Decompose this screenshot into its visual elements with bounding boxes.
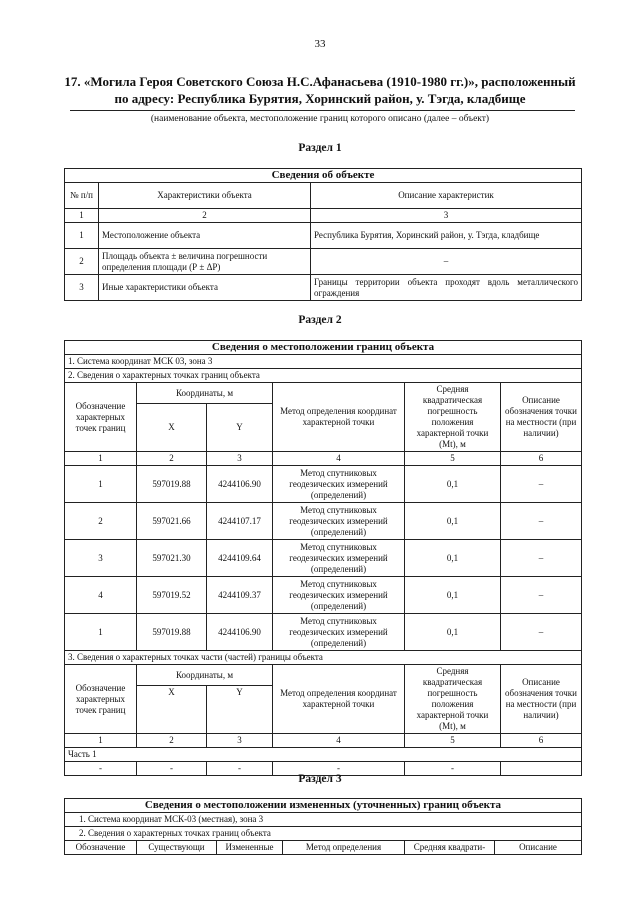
point-description: – [501,614,582,651]
header-x: X [137,686,207,734]
table-title: Сведения об объекте [65,169,582,183]
point-error: 0,1 [405,466,501,503]
point-number: 1 [65,614,137,651]
index-cell: 2 [137,452,207,466]
row-characteristic: Иные характеристики объекта [99,275,311,301]
index-cell: 3 [311,209,582,223]
col-header: Средняя квадрати- [405,841,495,855]
index-cell: 1 [65,734,137,748]
header-description: Описание обозначения точки на местности (при наличии) [501,383,582,452]
title-underline [70,110,575,111]
point-description: – [501,503,582,540]
point-x: 597021.66 [137,503,207,540]
header-y: Y [207,404,273,452]
section-2-heading: Раздел 2 [298,314,342,326]
table-row [65,614,582,651]
point-x: 597019.88 [137,466,207,503]
part-label: Часть 1 [65,748,582,762]
point-description: – [501,577,582,614]
coord-system: 1. Система координат МСК-03 (местная), зона 3 [65,813,582,827]
row-num: 1 [65,223,99,249]
index-cell: 5 [405,734,501,748]
section-3-heading: Раздел 3 [298,773,342,785]
col-header-num: № п/п [65,183,99,209]
table-row [65,275,582,301]
header-x: X [137,404,207,452]
row-num: 2 [65,249,99,275]
page-number: 33 [314,38,326,50]
table-row [65,577,582,614]
points-caption: 2. Сведения о характерных точках границ объекта [65,369,582,383]
table-row [65,223,582,249]
coord-system: 1. Система координат МСК 03, зона 3 [65,355,582,369]
header-description: Описание обозначения точки на местности (при наличии) [501,665,582,734]
index-cell: 4 [273,452,405,466]
point-method: Метод спутниковых геодезических измерений (определений) [273,466,405,503]
title-caption: (наименование объекта, местоположение границ которого описано (далее – объект) [150,114,490,124]
point-x: 597019.88 [137,614,207,651]
document-title: 17. «Могила Героя Советского Союза Н.С.Афанасьева (1910-1980 гг.)», расположенный по адресу: Республика Бурятия, Хоринский район, у. Тэгда, кладбище [64,74,576,106]
col-header-characteristic: Характеристики объекта [99,183,311,209]
header-designation: Обозначение характерных точек границ [65,665,137,734]
row-description: Границы территории объекта проходят вдоль металлического ограждения [311,275,582,301]
index-cell: 6 [501,452,582,466]
header-error: Средняя квадратическая погрешность положения характерной точки (Mt), м [405,383,501,452]
header-coordinates: Координаты, м [137,665,273,686]
part-cell: - [273,762,405,776]
index-cell: 2 [137,734,207,748]
point-y: 4244109.64 [207,540,273,577]
row-characteristic: Площадь объекта ± величина погрешности определения площади (Р ± ΔР) [99,249,311,275]
index-cell: 3 [207,452,273,466]
point-x: 597019.52 [137,577,207,614]
index-cell: 6 [501,734,582,748]
part-cell: - [137,762,207,776]
col-header: Метод определения [283,841,405,855]
index-cell: 4 [273,734,405,748]
point-error: 0,1 [405,614,501,651]
index-cell: 3 [207,734,273,748]
header-coordinates: Координаты, м [137,383,273,404]
row-characteristic: Местоположение объекта [99,223,311,249]
table-row [65,249,582,275]
row-num: 3 [65,275,99,301]
header-designation: Обозначение характерных точек границ [65,383,137,452]
table-row [65,503,582,540]
section-1-heading: Раздел 1 [298,142,342,154]
col-header-description: Описание характеристик [311,183,582,209]
point-number: 2 [65,503,137,540]
point-number: 3 [65,540,137,577]
part-cell: - [65,762,137,776]
parts-caption: 3. Сведения о характерных точках части (частей) границы объекта [65,651,582,665]
point-error: 0,1 [405,577,501,614]
col-header: Существующи [137,841,217,855]
point-y: 4244107.17 [207,503,273,540]
point-number: 4 [65,577,137,614]
table-title: Сведения о местоположении границ объекта [65,341,582,355]
point-method: Метод спутниковых геодезических измерений (определений) [273,577,405,614]
table-row [65,540,582,577]
col-header: Измененные [217,841,283,855]
point-method: Метод спутниковых геодезических измерений (определений) [273,503,405,540]
point-x: 597021.30 [137,540,207,577]
point-error: 0,1 [405,503,501,540]
row-description: – [311,249,582,275]
point-error: 0,1 [405,540,501,577]
header-method: Метод определения координат характерной точки [273,665,405,734]
boundary-points-table [64,340,582,776]
part-cell: - [405,762,501,776]
index-cell: 1 [65,209,99,223]
index-cell: 2 [99,209,311,223]
point-description: – [501,540,582,577]
points-caption: 2. Сведения о характерных точках границ объекта [65,827,582,841]
object-info-table [64,168,582,301]
point-y: 4244109.37 [207,577,273,614]
point-number: 1 [65,466,137,503]
point-method: Метод спутниковых геодезических измерений (определений) [273,540,405,577]
point-description: – [501,466,582,503]
col-header: Обозначение [65,841,137,855]
index-cell: 1 [65,452,137,466]
point-y: 4244106.90 [207,614,273,651]
index-cell: 5 [405,452,501,466]
header-method: Метод определения координат характерной точки [273,383,405,452]
changed-boundaries-table [64,798,582,855]
part-cell: - [207,762,273,776]
table-row [65,466,582,503]
header-y: Y [207,686,273,734]
table-title: Сведения о местоположении измененных (уточненных) границ объекта [65,799,582,813]
point-method: Метод спутниковых геодезических измерений (определений) [273,614,405,651]
header-error: Средняя квадратическая погрешность положения характерной точки (Mt), м [405,665,501,734]
row-description: Республика Бурятия, Хоринский район, у. Тэгда, кладбище [311,223,582,249]
col-header: Описание [495,841,582,855]
point-y: 4244106.90 [207,466,273,503]
